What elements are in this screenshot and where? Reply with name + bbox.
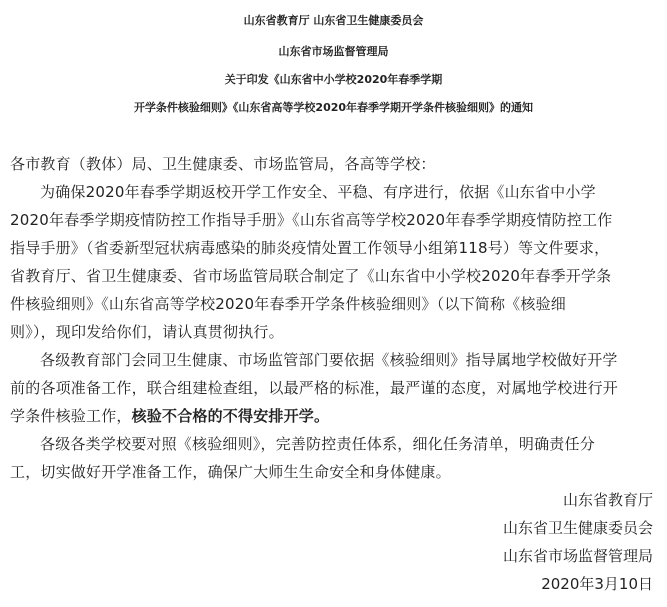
paragraph2-line3-text: 学条件核验工作，: [10, 407, 132, 425]
signature-education-dept: 山东省教育厅: [562, 491, 653, 509]
paragraph3-line2: 工，切实做好开学准备工作，确保广大师生生命安全和身体健康。: [10, 463, 451, 481]
signature-market-admin: 山东省市场监督管理局: [502, 547, 653, 565]
paragraph1-line5: 件核验细则》《山东省高等学校2020年春季开学条件核验细则》（以下简称《核验细: [10, 295, 566, 313]
paragraph1-line2: 2020年春季学期疫情防控工作指导手册》《山东省高等学校2020年春季学期疫情防控工作: [10, 211, 613, 229]
header-issuers: 山东省教育厅 山东省卫生健康委员会: [243, 14, 424, 27]
paragraph3-line1: 各级各类学校要对照《核验细则》，完善防控责任体系，细化任务清单，明确责任分: [40, 435, 595, 453]
paragraph1-line4: 省教育厅、省卫生健康委、省市场监管局联合制定了《山东省中小学校2020年春季开学条: [10, 267, 612, 285]
header-issuer-market: 山东省市场监督管理局: [278, 45, 389, 58]
salutation: 各市教育（教体）局、卫生健康委、市场监管局，各高等学校：: [10, 155, 436, 173]
paragraph2-line1: 各级教育部门会同卫生健康、市场监管部门要依据《核验细则》指导属地学校做好开学: [40, 351, 618, 369]
paragraph2-emphasis: 核验不合格的不得安排开学。: [131, 407, 330, 425]
paragraph1-line6: 则》），现印发给你们，请认真贯彻执行。: [10, 323, 284, 341]
header-title-line1: 关于印发《山东省中小学校2020年春季学期: [224, 73, 443, 86]
paragraph2-line3: [10, 406, 329, 426]
paragraph2-line2: 前的各项准备工作，联合组建检查组，以最严格的标准，最严谨的态度，对属地学校进行开: [10, 379, 619, 397]
paragraph1-line1: 为确保2020年春季学期返校开学工作安全、平稳、有序进行，依据《山东省中小学: [40, 183, 596, 201]
signature-date: 2020年3月10日: [541, 575, 653, 593]
signature-health-commission: 山东省卫生健康委员会: [502, 519, 653, 537]
header-title-line2: 开学条件核验细则》《山东省高等学校2020年春季学期开学条件核验细则》的通知: [133, 101, 534, 114]
paragraph1-line3: 指导手册》（省委新型冠状病毒感染的肺炎疫情处置工作领导小组第118号）等文件要求，: [10, 239, 610, 257]
